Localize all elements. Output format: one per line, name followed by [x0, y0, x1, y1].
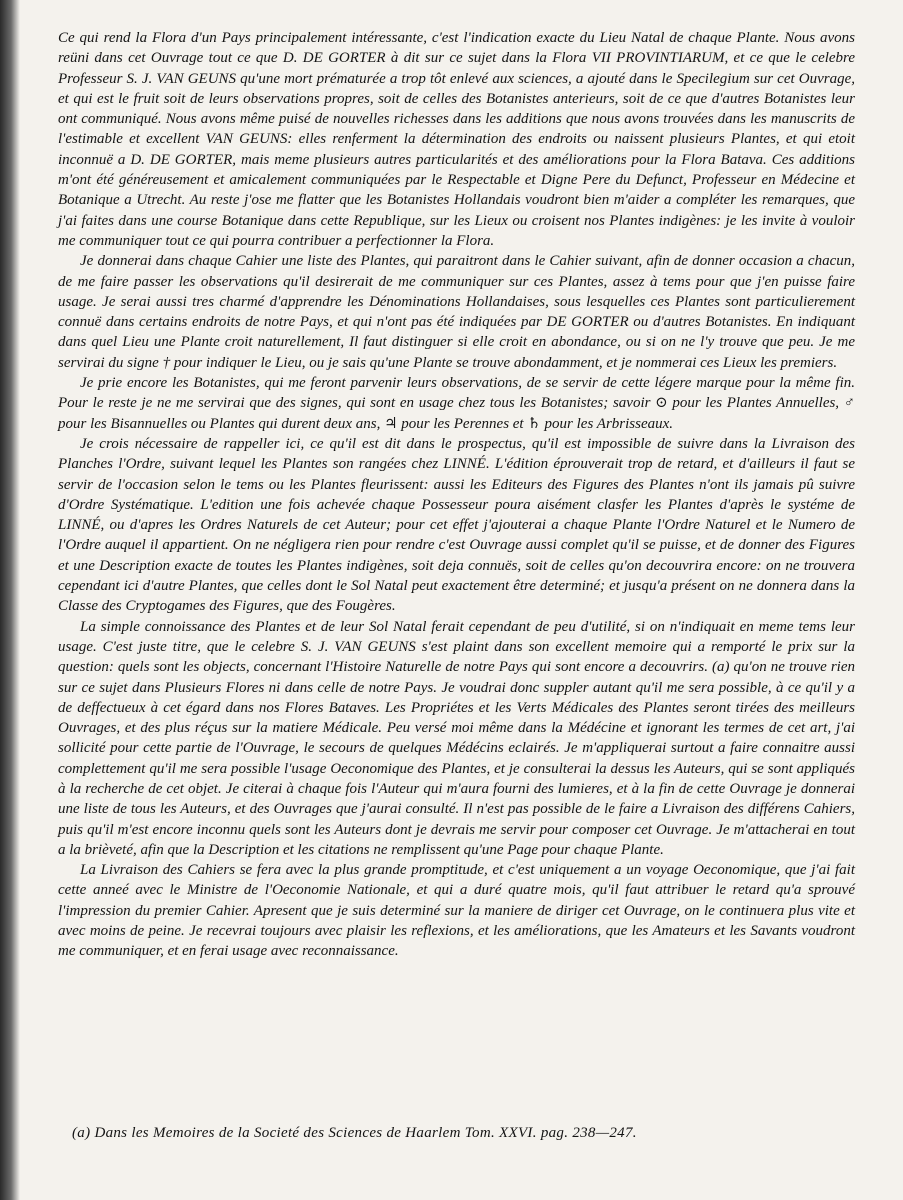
scan-edge-shadow	[0, 0, 20, 1200]
body-text	[58, 28, 855, 962]
paragraph-signes: Je prie encore les Botanistes, qui me feront parvenir leurs observations, de se servir de cette légere marque pour la même fin. Pour le reste je ne me servirai que des signes, qui sont en usage chez tous les Botanistes; savoir ⊙ pour les Plantes Annuelles, ♂ pour les Bisannuelles ou Plantes qui durent deux ans, ♃ pour les Perennes et ♄ pour les Arbrisseaux.	[58, 375, 855, 432]
paragraph-usage-plantes: La simple connoissance des Plantes et de leur Sol Natal ferait cependant de peu d'utilité, si on n'indiquait en meme tems leur usage. C'est juste titre, que le celebre S. J. VAN GEUNS s'est plaint dans son excellent memoire qui a remporté le prix sur la question: quels sont les objects, concernant l'Histoire Naturelle de notre Pays qui sont encore a decouvrirs. (a) qu'on ne trouve rien sur ce sujet dans Plusieurs Flores ni dans celle de notre Pays. Je voudrai donc suppler autant qu'il me sera possible, à ce qu'il y a de deffectueux à cet égard dans nos Flores Bataves. Les Propriétes et les Verts Médicales des Plantes seront tirées des meilleurs Ouvrages, et des plus réçus sur la matiere Médicale. Peu versé moi même dans la Médécine et ignorant les termes de cet art, j'ai sollicité pour cette partie de l'Ouvrage, le secours de quelques Médécins eclairés. Je m'appliquerai surtout a faire connaitre aussi complettement qu'il me sera possible l'usage Oeconomique des Plantes, et je consulterai la dessus les Auteurs, qui se sont appliqués à la recherche de cet objet. Je citerai à chaque fois l'Auteur qui m'aura fourni des lumieres, et à la fin de cette Ouvrage je donnerai une liste de tous les Auteurs, et des Ouvrages que j'aurai consulté. Il n'est pas possible de le faire a Livraison des différens Cahiers, puis qu'il m'est encore inconnu quels sont les Auteurs dont je devrais me servir pour composer cet Ouvrage. Je m'attacherai en tout a la brièveté, afin que la Description et les citations ne remplissent qu'une Page pour chaque Plante.	[58, 618, 855, 858]
footnote: (a) Dans les Memoires de la Societé des Sciences de Haarlem Tom. XXVI. pag. 238—247.	[72, 1125, 637, 1141]
paragraph-liste-plantes: Je donnerai dans chaque Cahier une liste des Plantes, qui paraitront dans le Cahier suivant, afin de donner occasion a chacun, de me faire passer les observations qu'il desirerait de me communiquer sur ces Plantes, assez à tems pour que j'en puisse faire usage. Je serai aussi tres charmé d'apprendre les Dénominations Hollandaises, sous lesquelles ces Plantes sont particulierement connuë dans certains endroits de notre Pays, et qui n'ont pas été indiquées par DE GORTER ou d'autres Botanistes. En indiquant dans quel Lieu une Plante croit naturellement, Il faut distinguer si elle croit en abondance, ou si on ne l'y trouve que peu. Je me servirai du signe † pour indiquer le Lieu, ou je sais qu'une Plante se trouve abondamment, et je nommerai ces Lieux les premiers.	[58, 253, 855, 371]
paragraph-livraison-cahiers: La Livraison des Cahiers se fera avec la plus grande promptitude, et c'est uniquement a un voyage Oeconomique, que j'ai fait cette anneé avec le Ministre de l'Oeconomie Nationale, et qui a duré quatre mois, qu'il faut attribuer le retard qu'a sprouvé l'impression du premier Cahier. Apresent que je suis determiné sur la maniere de diriger cet Ouvrage, on le continuera plus vite et avec moins de peine. Je recevrai toujours avec plaisir les reflexions, et les améliorations, que les Amateurs et les Savants voudront me communiquer, et en ferai usage avec reconnaissance.	[58, 862, 855, 960]
paragraph-lieu-natal: Ce qui rend la Flora d'un Pays principalement intéressante, c'est l'indication exacte du Lieu Natal de chaque Plante. Nous avons reüni dans cet Ouvrage tout ce que D. DE GORTER à dit sur ce sujet dans la Flora VII PROVINTIARUM, et ce que le celebre Professeur S. J. VAN GEUNS qu'une mort prématurée a trop tôt enlevé aux sciences, a ajouté dans le Specilegium sur cet Ouvrage, et qui est le fruit soit de leurs observations propres, soit de celles des Botanistes anterieurs, soit de ce que d'autres Botanistes leur ont communiqué. Nous avons même puisé de nouvelles richesses dans les additions que nous avons trouvées dans les manuscrits de l'estimable et excellent VAN GEUNS: elles renferment la détermination des endroits ou naissent plusieurs Plantes, et qui etoit inconnuë a D. DE GORTER, mais meme plusieurs autres particularités et des améliorations pour la Flora Batava. Ces additions m'ont été généreusement et amicalement communiquées par le Respectable et Digne Pere du Defunct, Professeur en Médecine et Botanique a Utrecht. Au reste j'ose me flatter que les Botanistes Hollandais voudront bien m'aider a compléter les remarques, que j'ai faites dans une course Botanique dans cette Republique, sur les Lieux ou croisent nos Plantes indigènes: je les invite à vouloir me communiquer tout ce qui pourra contribuer a perfectionner la Flora.	[58, 30, 855, 249]
paragraph-ordre-linne: Je crois nécessaire de rappeller ici, ce qu'il est dit dans le prospectus, qu'il est impossible de suivre dans la Livraison des Planches l'Ordre, suivant lequel les Plantes son rangées chez LINNÉ. L'édition éprouverait trop de retard, et d'ailleurs il faut se servir de l'occasion selon le tems ou les Plantes fleurissent: aussi les Editeurs des Figures des Plantes n'ont ils jamais pû suivre d'Ordre Systématique. L'edition une fois achevée chaque Possesseur poura aisément clasfer les Plantes d'après le systéme de LINNÉ, ou d'apres les Ordres Naturels de cet Auteur; pour cet effet j'ajouterai a chaque Plante l'Ordre Naturel et le Numero de l'Ordre auquel il appartient. On ne négligera rien pour rendre c'est Ouvrage aussi complet qu'il se puisse, et de donner des Figures et une Description exacte de toutes les Plantes indigènes, soit deja connuës, soit de celles qu'on decouvrira encore: on ne trouvera cependant ici d'autre Plantes, que celles dont le Sol Natal peut exactement être determiné; et jusqu'a présent on ne donnera dans la Classe des Cryptogames des Figures, que des Fougères.	[58, 435, 855, 615]
